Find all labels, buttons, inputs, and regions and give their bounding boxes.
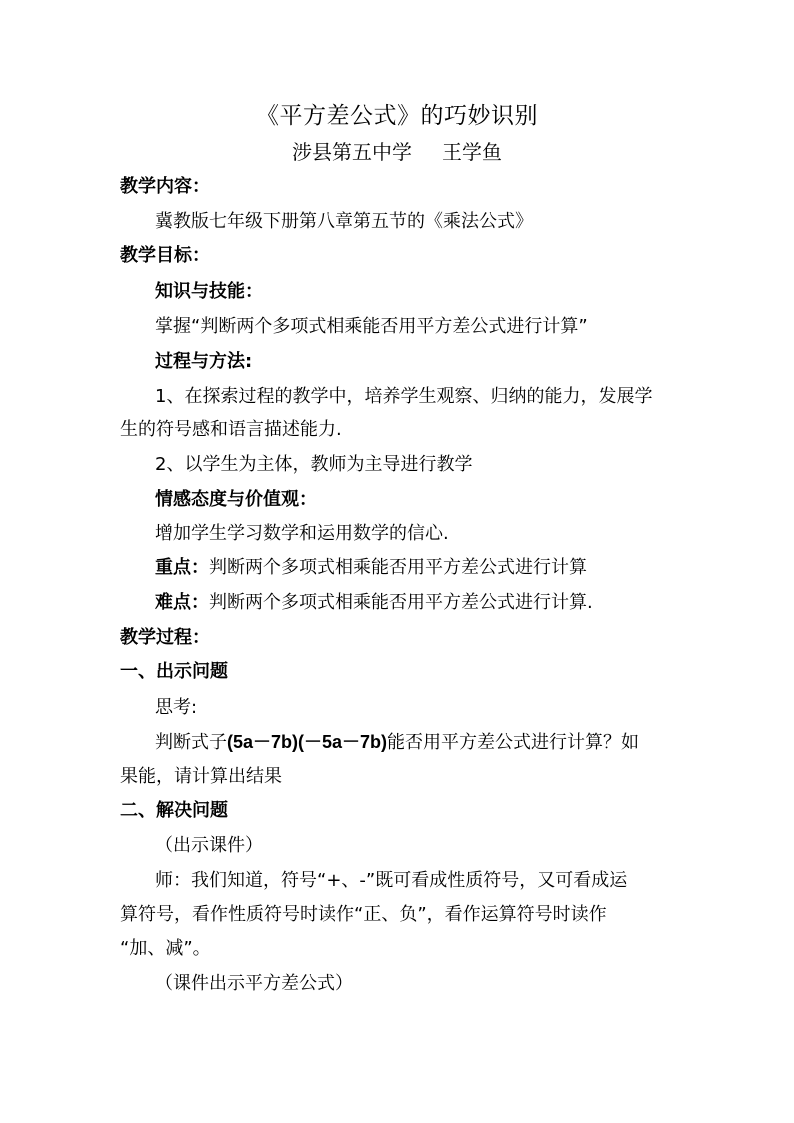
question-formula: (5a－7b)(－5a－7b)	[227, 732, 388, 752]
document-title: 《平方差公式》的巧妙识别	[256, 103, 538, 129]
knowledge-heading: 知识与技能：	[155, 281, 263, 302]
key-point-line	[155, 556, 587, 580]
goals-heading: 教学目标：	[120, 245, 210, 266]
part2-heading: 二、解决问题	[120, 800, 228, 821]
key-point-text: 判断两个多项式相乘能否用平方差公式进行计算	[209, 557, 587, 578]
difficulty-line	[155, 591, 593, 615]
process-flow-heading: 教学过程：	[120, 627, 210, 648]
question-line2: 果能，请计算出结果	[120, 766, 282, 787]
teacher-line1: 师：我们知道，符号“+、-”既可看成性质符号，又可看成运	[155, 870, 628, 891]
think-label: 思考:	[155, 697, 198, 718]
part1-heading: 一、出示问题	[120, 661, 228, 682]
author-line	[0, 139, 794, 165]
key-point-label: 重点：	[155, 557, 209, 578]
process-item1-line1: 1、在探索过程的教学中，培养学生观察、归纳的能力，发展学	[155, 386, 653, 407]
content-text: 冀教版七年级下册第八章第五节的《乘法公式》	[155, 211, 533, 232]
teacher-line2: 算符号，看作性质符号时读作“正、负”，看作运算符号时读作	[120, 904, 607, 925]
courseware-note1: （出示课件）	[155, 835, 263, 856]
question-line1	[155, 730, 639, 755]
content-heading: 教学内容：	[120, 176, 210, 197]
author-school: 涉县第五中学	[292, 140, 412, 164]
question-prefix: 判断式子	[155, 732, 227, 753]
author-name: 王学鱼	[442, 140, 502, 164]
difficulty-label: 难点：	[155, 592, 209, 613]
process-item2: 2、以学生为主体，教师为主导进行教学	[155, 454, 473, 475]
process-item1-line2: 生的符号感和语言描述能力.	[120, 419, 342, 440]
process-heading: 过程与方法:	[155, 351, 253, 372]
difficulty-text: 判断两个多项式相乘能否用平方差公式进行计算.	[209, 592, 593, 613]
emotion-text: 增加学生学习数学和运用数学的信心.	[155, 523, 449, 544]
knowledge-text: 掌握“判断两个多项式相乘能否用平方差公式进行计算”	[155, 316, 588, 337]
courseware-note2: （课件出示平方差公式）	[155, 973, 353, 994]
question-suffix: 能否用平方差公式进行计算？如	[387, 732, 640, 753]
teacher-line3: “加、减”。	[120, 938, 211, 959]
emotion-heading: 情感态度与价值观：	[155, 489, 317, 510]
